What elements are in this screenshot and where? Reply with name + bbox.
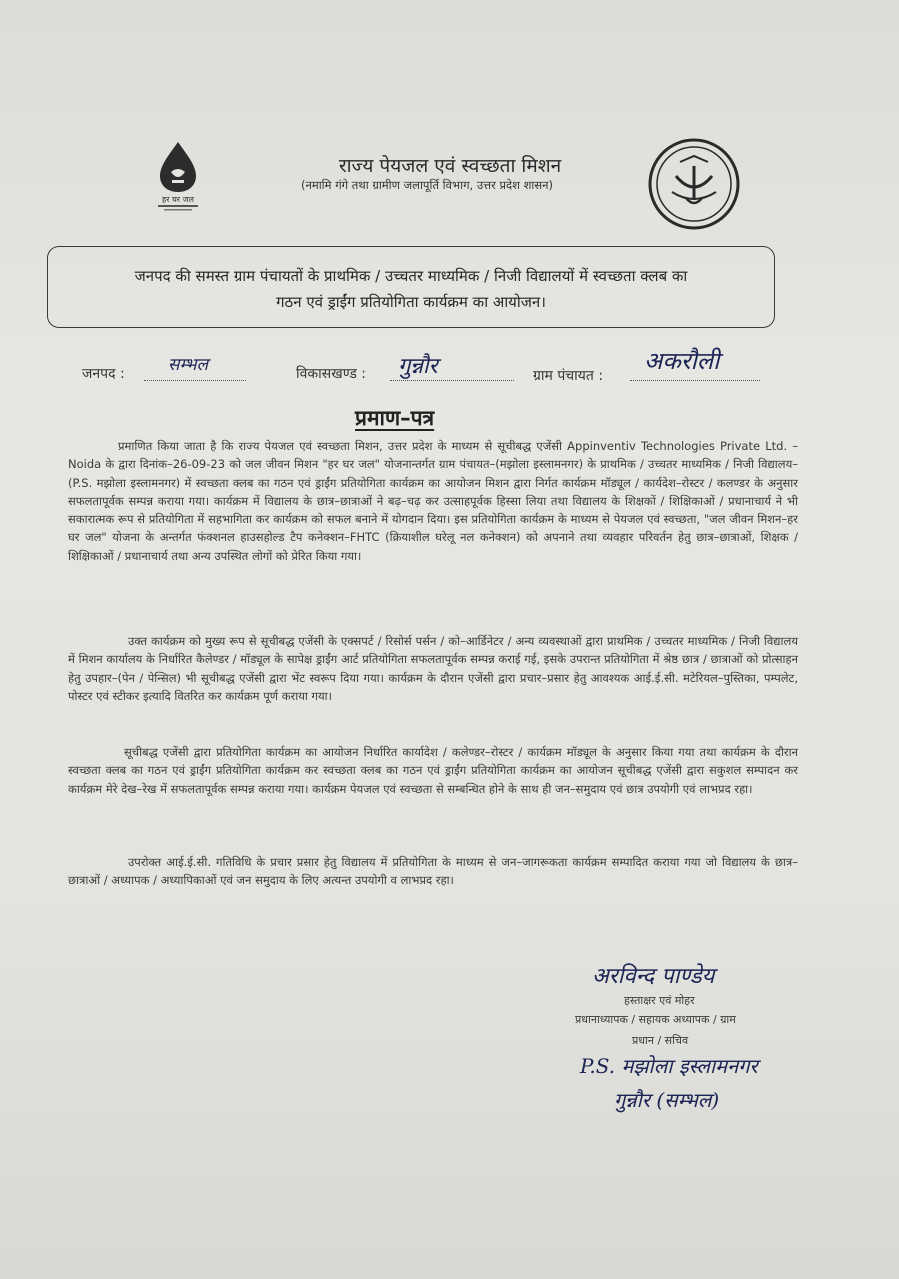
gram-panchayat-label: ग्राम पंचायत : <box>533 368 604 384</box>
header-subtitle: (नमामि गंगे तथा ग्रामीण जलापूर्ति विभाग, उत्तर प्रदेश शासन) <box>300 178 554 192</box>
janpad-value: सम्भल <box>168 355 209 375</box>
subject-box <box>47 246 775 328</box>
logo-left-text: हर घर जल <box>162 195 194 204</box>
up-government-emblem <box>646 136 742 232</box>
janpad-label: जनपद : <box>82 366 125 382</box>
handwritten-signature: अरविन्द पाण्डेय <box>592 964 715 989</box>
water-drop-icon <box>138 140 218 212</box>
emblem-icon <box>646 136 742 232</box>
vikaskhand-value: गुन्नौर <box>398 354 438 379</box>
vikaskhand-label: विकासखण्ड : <box>296 366 367 382</box>
certificate-title: प्रमाण–पत्र <box>355 406 435 430</box>
subject-line-2: गठन एवं ड्राईंग प्रतियोगिता कार्यक्रम का आयोजन। <box>276 293 546 311</box>
signature-label: हस्ताक्षर एवं मोहर <box>624 994 695 1007</box>
subject-line-1: जनपद की समस्त ग्राम पंचायतों के प्राथमिक / उच्चतर माध्यमिक / निजी विद्यालयों में स्वच्छता क्लब का <box>134 267 688 285</box>
certificate-paragraph-3: सूचीबद्ध एजेंसी द्वारा प्रतियोगिता कार्यक्रम का आयोजन निर्धारित कार्यादेश / कलेण्डर–रोस्टर / कार्यक्रम मॉड्यूल के अनुसार किया गया तथा कार्यक्रम के दौरान स्वच्छता क्लब का गठन एवं ड्राईंग प्रतियोगिता कार्यक्रम कर स्वच्छता क्लब का गठन एवं ड्राईंग प्रतियोगिता कार्यक्रम का आयोजन सूचीबद्ध एजेंसी द्वारा सकुशल सम्पादन कर कार्यक्रम मेरे देख–रेख में सफलतापूर्वक सम्पन्न कराया गया। कार्यक्रम पेयजल एवं स्वच्छता से सम्बन्धित होने के साथ ही जन–समुदाय एवं छात्र उपयोगी एवं लाभप्रद रहा। <box>68 745 798 796</box>
har-ghar-jal-logo <box>138 140 218 212</box>
certificate-paragraph-2: उक्त कार्यक्रम को मुख्य रूप से सूचीबद्ध एजेंसी के एक्सपर्ट / रिसोर्स पर्सन / को–आर्डिनेटर / अन्य व्यवस्थाओं द्वारा प्राथमिक / उच्चतर माध्यमिक / निजी विद्यालय में मिशन कार्यालय के निर्धारित कैलेण्डर / मॉड्यूल के सापेक्ष ड्राईंग आर्ट प्रतियोगिता सफलतापूर्वक सम्पन्न कराई गई, इसके उपरान्त प्रतियोगिता में श्रेष्ठ छात्र / छात्राओं को प्रोत्साहन हेतु उपहार–(पेन / पेन्सिल) भी सूचीबद्ध एजेंसी द्वारा भेंट स्वरूप दिया गया। कार्यक्रम के दौरान एजेंसी द्वारा प्रचार–प्रसार हेतु आवश्यक आई.ई.सी. मटेरियल–पुस्तिका, पम्पलेट, पोस्टर एवं स्टीकर इत्यादि वितरित कर कार्यक्रम पूर्ण कराया गया। <box>68 634 798 703</box>
signatory-designation-2: प्रधान / सचिव <box>632 1034 689 1047</box>
signatory-designation: प्रधानाध्यापक / सहायक अध्यापक / ग्राम <box>575 1013 736 1026</box>
school-stamp-line-1: P.S. मझोला इस्लामनगर <box>580 1054 758 1078</box>
header-title: राज्य पेयजल एवं स्वच्छता मिशन <box>338 155 562 177</box>
certificate-paragraph-1: प्रमाणित किया जाता है कि राज्य पेयजल एवं स्वच्छता मिशन, उत्तर प्रदेश के माध्यम से सूचीबद्ध एजेंसी Appinventiv Technologies Private Ltd. – Noida के द्वारा दिनांक–26-09-23 को जल जीवन मिशन "हर घर जल" योजनान्तर्गत ग्राम पंचायत–(मझोला इस्लामनगर) के प्राथमिक / उच्चतर माध्यमिक / निजी विद्यालय–(P.S. मझोला इस्लामनगर) में स्वच्छता क्लब का गठन एवं ड्राईंग प्रतियोगिता कार्यक्रम का आयोजन मिशन द्वारा निर्गत कार्यक्रम मॉड्यूल / कार्यदेश–रोस्टर / कलण्डर के अनुसार सफलतापूर्वक सम्पन्न कराया गया। कार्यक्रम में विद्यालय के छात्र–छात्राओं ने बढ़–चढ़ कर उत्साहपूर्वक हिस्सा लिया तथा विद्यालय के शिक्षकों / शिक्षिकाओं / प्रधानाचार्य ने भी सकारात्मक रूप से प्रतियोगिता में सहभागिता कर कार्यक्रम को सफल बनाने में योगदान दिया। इस प्रतियोगिता कार्यक्रम के माध्यम से पेयजल एवं स्वच्छता, "जल जीवन मिशन–हर घर जल" योजना के अन्तर्गत फंक्शनल हाउसहोल्ड टैप कनेक्शन–FHTC (क्रियाशील घरेलू नल कनेक्शन) को अपनाने तथा व्यवहार परिवर्तन हेतु छात्र–छात्राओं, शिक्षक / शिक्षिकाओं / प्रधानाचार्य तथा अन्य उपस्थित लोगों को प्रेरित किया गया। <box>68 439 798 563</box>
certificate-paragraph-4: उपरोक्त आई.ई.सी. गतिविधि के प्रचार प्रसार हेतु विद्यालय में प्रतियोगिता के माध्यम से जन–जागरूकता कार्यक्रम सम्पादित कराया गया जो विद्यालय के छात्र–छात्राओं / अध्यापक / अध्यापिकाओं एवं जन समुदाय के लिए अत्यन्त उपयोगी व लाभप्रद रहा। <box>68 855 798 888</box>
school-stamp-line-2: गुन्नौर (सम्भल) <box>614 1088 720 1112</box>
gram-panchayat-value: अकरौली <box>644 347 720 375</box>
